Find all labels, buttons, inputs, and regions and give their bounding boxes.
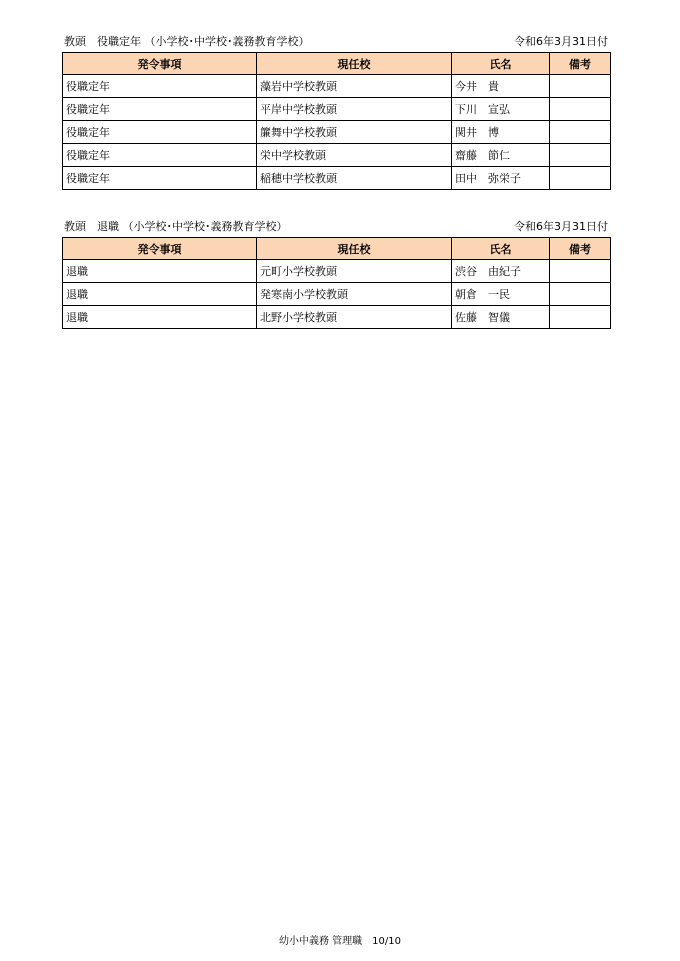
cell-name: 朝倉 一民 (452, 283, 550, 306)
cell-remarks (550, 283, 611, 306)
cell-order-type: 役職定年 (63, 167, 257, 190)
cell-remarks (550, 75, 611, 98)
table-row (63, 144, 611, 167)
cell-current-school: 発寒南小学校教頭 (257, 283, 452, 306)
header-current-school: 現任校 (257, 238, 452, 260)
cell-current-school: 北野小学校教頭 (257, 306, 452, 329)
header-current-school: 現任校 (257, 53, 452, 75)
table-row (63, 260, 611, 283)
header-order-type: 発令事項 (63, 53, 257, 75)
retirement-section (62, 217, 610, 329)
cell-name: 齋藤 節仁 (452, 144, 550, 167)
personnel-table (62, 52, 611, 190)
table-row (63, 283, 611, 306)
table-row (63, 167, 611, 190)
table-header-row (63, 53, 611, 75)
header-remarks: 備考 (550, 53, 611, 75)
cell-current-school: 簾舞中学校教頭 (257, 121, 452, 144)
cell-order-type: 役職定年 (63, 75, 257, 98)
cell-order-type: 役職定年 (63, 98, 257, 121)
header-remarks: 備考 (550, 238, 611, 260)
cell-current-school: 藻岩中学校教頭 (257, 75, 452, 98)
cell-name: 渋谷 由紀子 (452, 260, 550, 283)
cell-current-school: 平岸中学校教頭 (257, 98, 452, 121)
section-header (62, 217, 610, 237)
cell-name: 佐藤 智儀 (452, 306, 550, 329)
section-title: 教頭 退職 （小学校･中学校･義務教育学校） (64, 220, 288, 233)
cell-order-type: 役職定年 (63, 121, 257, 144)
header-name: 氏名 (452, 53, 550, 75)
cell-order-type: 退職 (63, 306, 257, 329)
cell-name: 田中 弥栄子 (452, 167, 550, 190)
section-date: 令和6年3月31日付 (514, 220, 608, 233)
table-row (63, 75, 611, 98)
cell-current-school: 元町小学校教頭 (257, 260, 452, 283)
cell-name: 下川 宣弘 (452, 98, 550, 121)
section-header (62, 32, 610, 52)
cell-order-type: 退職 (63, 260, 257, 283)
cell-name: 関井 博 (452, 121, 550, 144)
table-row (63, 121, 611, 144)
table-row (63, 306, 611, 329)
cell-remarks (550, 98, 611, 121)
cell-name: 今井 貴 (452, 75, 550, 98)
header-name: 氏名 (452, 238, 550, 260)
section-date: 令和6年3月31日付 (514, 35, 608, 48)
cell-order-type: 退職 (63, 283, 257, 306)
cell-remarks (550, 144, 611, 167)
personnel-table (62, 237, 611, 329)
table-header-row (63, 238, 611, 260)
cell-order-type: 役職定年 (63, 144, 257, 167)
cell-current-school: 稲穂中学校教頭 (257, 167, 452, 190)
page-footer: 幼小中義務 管理職 10/10 (279, 936, 401, 947)
cell-remarks (550, 260, 611, 283)
table-row (63, 98, 611, 121)
cell-remarks (550, 167, 611, 190)
retirement-age-section (62, 32, 610, 190)
cell-current-school: 栄中学校教頭 (257, 144, 452, 167)
cell-remarks (550, 121, 611, 144)
section-title: 教頭 役職定年 （小学校･中学校･義務教育学校） (64, 35, 310, 48)
header-order-type: 発令事項 (63, 238, 257, 260)
cell-remarks (550, 306, 611, 329)
